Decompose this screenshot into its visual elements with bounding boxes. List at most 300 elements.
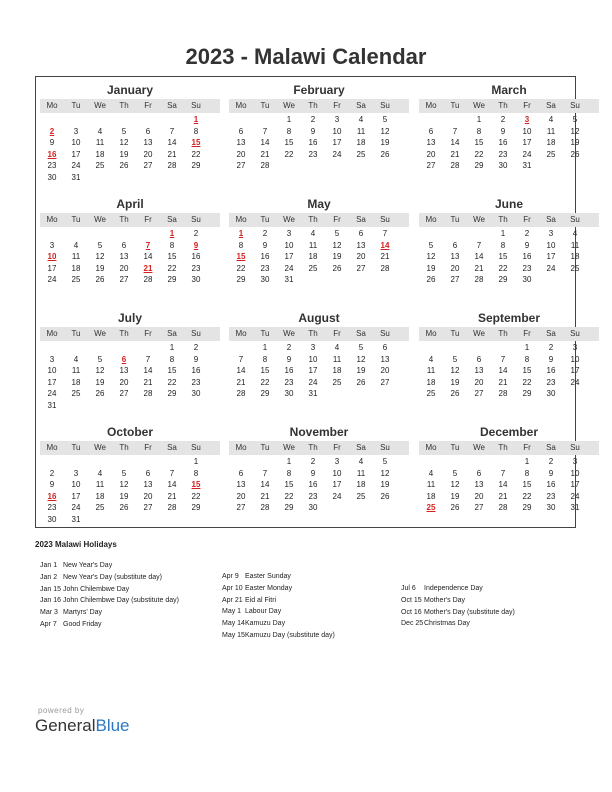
day-cell: 7: [238, 354, 244, 364]
empty-cell: [491, 456, 515, 468]
day-cell: 21: [380, 252, 390, 261]
weekday-label: Tu: [71, 443, 81, 452]
day-cell: 26: [380, 149, 390, 159]
day-cell: 11: [308, 240, 318, 250]
day-cell: 18: [356, 138, 366, 147]
weekday-label: We: [94, 215, 106, 224]
weekday-label: Tu: [260, 101, 270, 110]
empty-cell: [253, 114, 277, 126]
day-cell: 14: [260, 138, 270, 147]
month-march: [419, 81, 599, 172]
holiday-day-cell: 10: [47, 252, 57, 261]
day-cell: 1: [286, 457, 292, 466]
day-cell: 18: [356, 480, 366, 489]
empty-cell: [40, 456, 64, 468]
day-cell: 19: [332, 252, 342, 261]
empty-cell: [443, 228, 467, 240]
day-cell: 12: [570, 126, 580, 136]
day-cell: 5: [121, 126, 127, 136]
day-cell: 3: [49, 354, 55, 364]
weekday-label: Th: [308, 329, 318, 338]
day-cell: 17: [332, 480, 342, 489]
day-cell: 2: [500, 115, 506, 124]
day-cell: 21: [167, 491, 177, 501]
day-cell: 13: [143, 138, 153, 147]
empty-cell: [64, 114, 88, 126]
day-cell: 11: [426, 366, 436, 375]
day-cell: 15: [498, 252, 508, 261]
month-september: [419, 309, 599, 400]
day-grid: [419, 228, 587, 286]
holiday-date: Mar 3: [40, 609, 58, 617]
day-cell: 31: [522, 161, 532, 170]
empty-cell: [40, 342, 64, 354]
day-cell: 27: [474, 389, 484, 398]
day-cell: 1: [476, 115, 482, 124]
holiday-name: Good Friday: [63, 620, 102, 628]
day-cell: 9: [193, 354, 199, 364]
holiday-row: [222, 618, 335, 630]
day-cell: 7: [452, 126, 458, 136]
weekday-label: Sa: [356, 215, 366, 224]
weekday-label: Tu: [71, 215, 81, 224]
holiday-row: [222, 571, 335, 583]
weekday-label: Th: [308, 101, 318, 110]
holiday-date: Jul 6: [401, 585, 416, 592]
day-cell: 25: [426, 389, 436, 398]
empty-cell: [88, 114, 112, 126]
holiday-row: [40, 560, 179, 572]
weekday-header: [40, 441, 220, 455]
weekday-label: Fr: [144, 329, 152, 338]
month-name: April: [116, 197, 144, 211]
day-cell: 23: [546, 377, 556, 387]
day-cell: 6: [121, 240, 127, 250]
day-cell: 16: [191, 366, 201, 375]
day-cell: 14: [167, 138, 177, 147]
weekday-label: Fr: [523, 329, 531, 338]
day-cell: 20: [236, 491, 246, 501]
day-cell: 8: [238, 240, 244, 250]
day-cell: 8: [169, 240, 175, 250]
day-cell: 28: [474, 275, 484, 284]
day-grid: [229, 228, 397, 286]
day-cell: 27: [119, 275, 129, 284]
weekday-label: Th: [498, 329, 508, 338]
weekday-label: Sa: [546, 443, 556, 452]
holiday-name: Martyrs' Day: [63, 609, 103, 617]
day-cell: 18: [426, 377, 436, 387]
empty-cell: [136, 228, 160, 240]
weekday-label: Fr: [333, 101, 341, 110]
day-cell: 20: [380, 366, 390, 375]
day-cell: 20: [450, 263, 460, 273]
day-cell: 12: [450, 366, 460, 375]
day-cell: 4: [73, 240, 79, 250]
day-cell: 9: [286, 354, 292, 364]
day-grid: [40, 456, 208, 525]
day-cell: 8: [169, 354, 175, 364]
day-cell: 10: [71, 138, 81, 147]
holiday-day-cell: 16: [47, 491, 57, 501]
weekday-label: Su: [191, 215, 201, 224]
day-cell: 8: [193, 126, 199, 136]
day-cell: 23: [522, 263, 532, 273]
day-cell: 30: [191, 275, 201, 284]
day-cell: 7: [262, 126, 268, 136]
day-cell: 29: [167, 389, 177, 398]
holiday-day-cell: 9: [193, 240, 199, 250]
day-cell: 30: [47, 514, 57, 524]
empty-cell: [491, 342, 515, 354]
day-cell: 4: [548, 115, 554, 124]
weekday-label: We: [94, 443, 106, 452]
day-cell: 19: [450, 377, 460, 387]
month-name: December: [479, 425, 539, 439]
day-cell: 5: [452, 354, 458, 364]
day-cell: 29: [191, 503, 201, 512]
day-cell: 3: [572, 343, 578, 352]
day-cell: 30: [47, 172, 57, 182]
holiday-name: John Chilembwe Day: [63, 585, 130, 593]
weekday-label: Su: [191, 101, 201, 110]
weekday-header: [40, 213, 220, 227]
weekday-header: [40, 327, 220, 341]
month-december: [419, 423, 599, 514]
holiday-row: [401, 618, 515, 630]
day-cell: 12: [380, 126, 390, 136]
day-cell: 16: [498, 138, 508, 147]
holiday-day-cell: 14: [380, 240, 390, 250]
day-cell: 20: [474, 377, 484, 387]
day-cell: 17: [71, 149, 81, 159]
day-cell: 20: [474, 491, 484, 501]
day-cell: 26: [570, 149, 580, 159]
weekday-label: Mo: [235, 215, 247, 224]
day-cell: 22: [522, 491, 532, 501]
weekday-label: Fr: [333, 215, 341, 224]
day-cell: 22: [284, 149, 294, 159]
day-cell: 20: [356, 252, 366, 261]
day-cell: 13: [450, 252, 460, 261]
weekday-label: We: [473, 101, 485, 110]
day-cell: 4: [572, 229, 578, 238]
weekday-label: Sa: [546, 215, 556, 224]
empty-cell: [88, 456, 112, 468]
day-cell: 15: [167, 366, 177, 375]
generalblue-logo[interactable]: [35, 716, 130, 736]
empty-cell: [467, 342, 491, 354]
month-october: [40, 423, 220, 525]
day-cell: 17: [308, 366, 318, 375]
logo-general: General: [35, 716, 96, 735]
day-cell: 2: [548, 457, 554, 466]
holiday-name: New Year's Day: [63, 562, 113, 569]
holiday-day-cell: 7: [145, 240, 151, 250]
day-cell: 17: [570, 366, 580, 375]
day-cell: 14: [498, 366, 508, 375]
day-cell: 10: [284, 240, 294, 250]
day-cell: 4: [73, 354, 79, 364]
day-cell: 27: [426, 161, 436, 170]
day-cell: 6: [382, 343, 388, 352]
day-cell: 4: [358, 115, 364, 124]
day-cell: 25: [308, 263, 318, 273]
weekday-label: Th: [498, 101, 508, 110]
day-cell: 22: [167, 377, 177, 387]
day-cell: 29: [167, 275, 177, 284]
day-grid: [419, 456, 587, 514]
day-cell: 5: [428, 240, 434, 250]
day-cell: 20: [119, 377, 129, 387]
empty-cell: [88, 228, 112, 240]
empty-cell: [229, 114, 253, 126]
day-cell: 13: [380, 354, 390, 364]
day-cell: 5: [452, 468, 458, 478]
day-cell: 18: [71, 263, 81, 273]
weekday-header: [419, 441, 599, 455]
holiday-date: Apr 7: [40, 620, 57, 628]
empty-cell: [40, 228, 64, 240]
day-cell: 5: [382, 115, 388, 124]
day-cell: 26: [450, 389, 460, 398]
weekday-label: Su: [191, 329, 201, 338]
day-cell: 24: [71, 161, 81, 170]
day-cell: 23: [308, 491, 318, 501]
holiday-date: Jan 1: [40, 562, 58, 569]
day-cell: 28: [167, 503, 177, 512]
day-cell: 8: [476, 126, 482, 136]
day-cell: 11: [332, 354, 342, 364]
day-cell: 10: [546, 240, 556, 250]
weekday-label: We: [283, 329, 295, 338]
day-cell: 25: [95, 161, 105, 170]
day-cell: 18: [546, 138, 556, 147]
day-cell: 2: [548, 343, 554, 352]
day-cell: 28: [260, 161, 270, 170]
day-cell: 1: [524, 457, 530, 466]
day-cell: 21: [498, 491, 508, 501]
empty-cell: [467, 228, 491, 240]
weekday-label: Mo: [46, 101, 58, 110]
holiday-row: [222, 630, 335, 642]
weekday-label: We: [283, 101, 295, 110]
weekday-label: We: [473, 215, 485, 224]
holiday-date: Apr 10: [222, 584, 243, 592]
day-cell: 5: [121, 468, 127, 478]
day-grid: [419, 342, 587, 400]
day-cell: 3: [310, 343, 316, 352]
weekday-label: Tu: [260, 443, 270, 452]
day-cell: 15: [284, 138, 294, 147]
day-cell: 22: [260, 377, 270, 387]
day-cell: 19: [380, 138, 390, 147]
day-cell: 28: [450, 161, 460, 170]
day-cell: 7: [169, 468, 175, 478]
day-cell: 28: [167, 161, 177, 170]
weekday-label: Fr: [333, 443, 341, 452]
empty-cell: [64, 342, 88, 354]
holiday-date: May 14: [222, 620, 245, 628]
day-cell: 16: [522, 252, 532, 261]
day-cell: 13: [143, 480, 153, 489]
month-name: February: [293, 83, 345, 97]
weekday-label: Su: [380, 101, 390, 110]
holiday-column: [222, 571, 335, 642]
day-cell: 12: [119, 138, 129, 147]
day-cell: 4: [97, 468, 103, 478]
month-june: [419, 195, 599, 286]
holiday-date: Apr 21: [222, 596, 243, 604]
day-cell: 28: [498, 503, 508, 512]
day-cell: 27: [143, 161, 153, 170]
empty-cell: [112, 228, 136, 240]
day-cell: 22: [167, 263, 177, 273]
day-cell: 1: [286, 115, 292, 124]
weekday-label: Th: [308, 215, 318, 224]
weekday-label: Th: [498, 443, 508, 452]
holiday-day-cell: 2: [49, 126, 55, 136]
day-cell: 4: [334, 343, 340, 352]
day-cell: 21: [260, 149, 270, 159]
day-cell: 12: [380, 468, 390, 478]
month-name: November: [289, 425, 349, 439]
day-cell: 27: [143, 503, 153, 512]
day-cell: 22: [522, 377, 532, 387]
empty-cell: [419, 114, 443, 126]
holiday-name: Mother's Day (substitute day): [424, 608, 515, 616]
holiday-day-cell: 1: [169, 229, 175, 238]
day-cell: 21: [498, 377, 508, 387]
holiday-date: Jan 16: [40, 597, 62, 605]
weekday-label: Su: [570, 443, 580, 452]
day-cell: 18: [426, 491, 436, 501]
day-cell: 8: [500, 240, 506, 250]
day-cell: 24: [284, 263, 294, 273]
day-cell: 1: [193, 457, 199, 466]
month-name: August: [298, 311, 340, 325]
weekday-label: Mo: [235, 329, 247, 338]
day-cell: 31: [71, 514, 81, 524]
day-cell: 17: [47, 263, 57, 273]
day-cell: 16: [260, 252, 270, 261]
month-january: [40, 81, 220, 183]
weekday-label: Mo: [46, 443, 58, 452]
day-cell: 25: [356, 491, 366, 501]
holiday-day-cell: 15: [236, 252, 246, 261]
weekday-label: Fr: [523, 215, 531, 224]
month-may: [229, 195, 409, 286]
weekday-label: Fr: [523, 101, 531, 110]
empty-cell: [88, 342, 112, 354]
holiday-column: [40, 560, 179, 631]
day-cell: 27: [356, 263, 366, 273]
weekday-label: Su: [380, 215, 390, 224]
empty-cell: [160, 456, 184, 468]
month-name: May: [307, 197, 331, 211]
weekday-label: We: [283, 443, 295, 452]
weekday-label: Tu: [450, 215, 460, 224]
day-cell: 22: [474, 149, 484, 159]
day-cell: 30: [284, 389, 294, 398]
day-cell: 28: [143, 389, 153, 398]
day-cell: 16: [308, 138, 318, 147]
day-cell: 5: [334, 229, 340, 238]
weekday-label: Tu: [450, 443, 460, 452]
day-cell: 13: [119, 366, 129, 375]
day-cell: 2: [262, 229, 268, 238]
day-cell: 22: [284, 491, 294, 501]
month-august: [229, 309, 409, 400]
empty-cell: [112, 456, 136, 468]
day-cell: 21: [143, 377, 153, 387]
weekday-label: Tu: [71, 101, 81, 110]
empty-cell: [419, 342, 443, 354]
day-cell: 21: [260, 491, 270, 501]
weekday-label: Sa: [167, 101, 177, 110]
day-cell: 30: [546, 503, 556, 512]
day-cell: 31: [308, 389, 318, 398]
day-cell: 18: [308, 252, 318, 261]
weekday-label: Sa: [167, 215, 177, 224]
day-cell: 7: [500, 468, 506, 478]
day-cell: 3: [334, 457, 340, 466]
day-cell: 6: [476, 468, 482, 478]
day-cell: 23: [47, 503, 57, 512]
day-cell: 15: [167, 252, 177, 261]
day-grid: [40, 342, 208, 411]
day-cell: 2: [193, 229, 199, 238]
empty-cell: [229, 342, 253, 354]
day-cell: 9: [310, 468, 316, 478]
day-cell: 20: [236, 149, 246, 159]
day-cell: 21: [474, 263, 484, 273]
day-grid: [229, 342, 397, 400]
day-cell: 15: [522, 366, 532, 375]
weekday-label: Th: [119, 215, 129, 224]
empty-cell: [112, 342, 136, 354]
holiday-column: [401, 583, 515, 630]
day-cell: 28: [498, 389, 508, 398]
weekday-label: Su: [380, 329, 390, 338]
day-cell: 31: [71, 172, 81, 182]
holiday-date: Jan 2: [40, 573, 58, 581]
day-grid: [229, 114, 397, 172]
holiday-day-cell: 1: [238, 229, 244, 238]
day-cell: 2: [286, 343, 292, 352]
weekday-header: [40, 99, 220, 113]
day-cell: 10: [570, 468, 580, 478]
month-name: October: [106, 425, 153, 439]
day-cell: 6: [476, 354, 482, 364]
weekday-label: Fr: [144, 101, 152, 110]
empty-cell: [229, 456, 253, 468]
day-cell: 8: [286, 126, 292, 136]
weekday-label: Sa: [356, 443, 366, 452]
day-grid: [229, 456, 397, 514]
month-november: [229, 423, 409, 514]
day-cell: 9: [548, 354, 554, 364]
day-cell: 1: [500, 229, 506, 238]
weekday-label: Th: [119, 329, 129, 338]
day-cell: 2: [310, 115, 316, 124]
day-cell: 28: [143, 275, 153, 284]
day-cell: 24: [71, 503, 81, 512]
day-cell: 30: [308, 503, 318, 512]
empty-cell: [443, 342, 467, 354]
day-cell: 20: [143, 491, 153, 501]
empty-cell: [467, 456, 491, 468]
